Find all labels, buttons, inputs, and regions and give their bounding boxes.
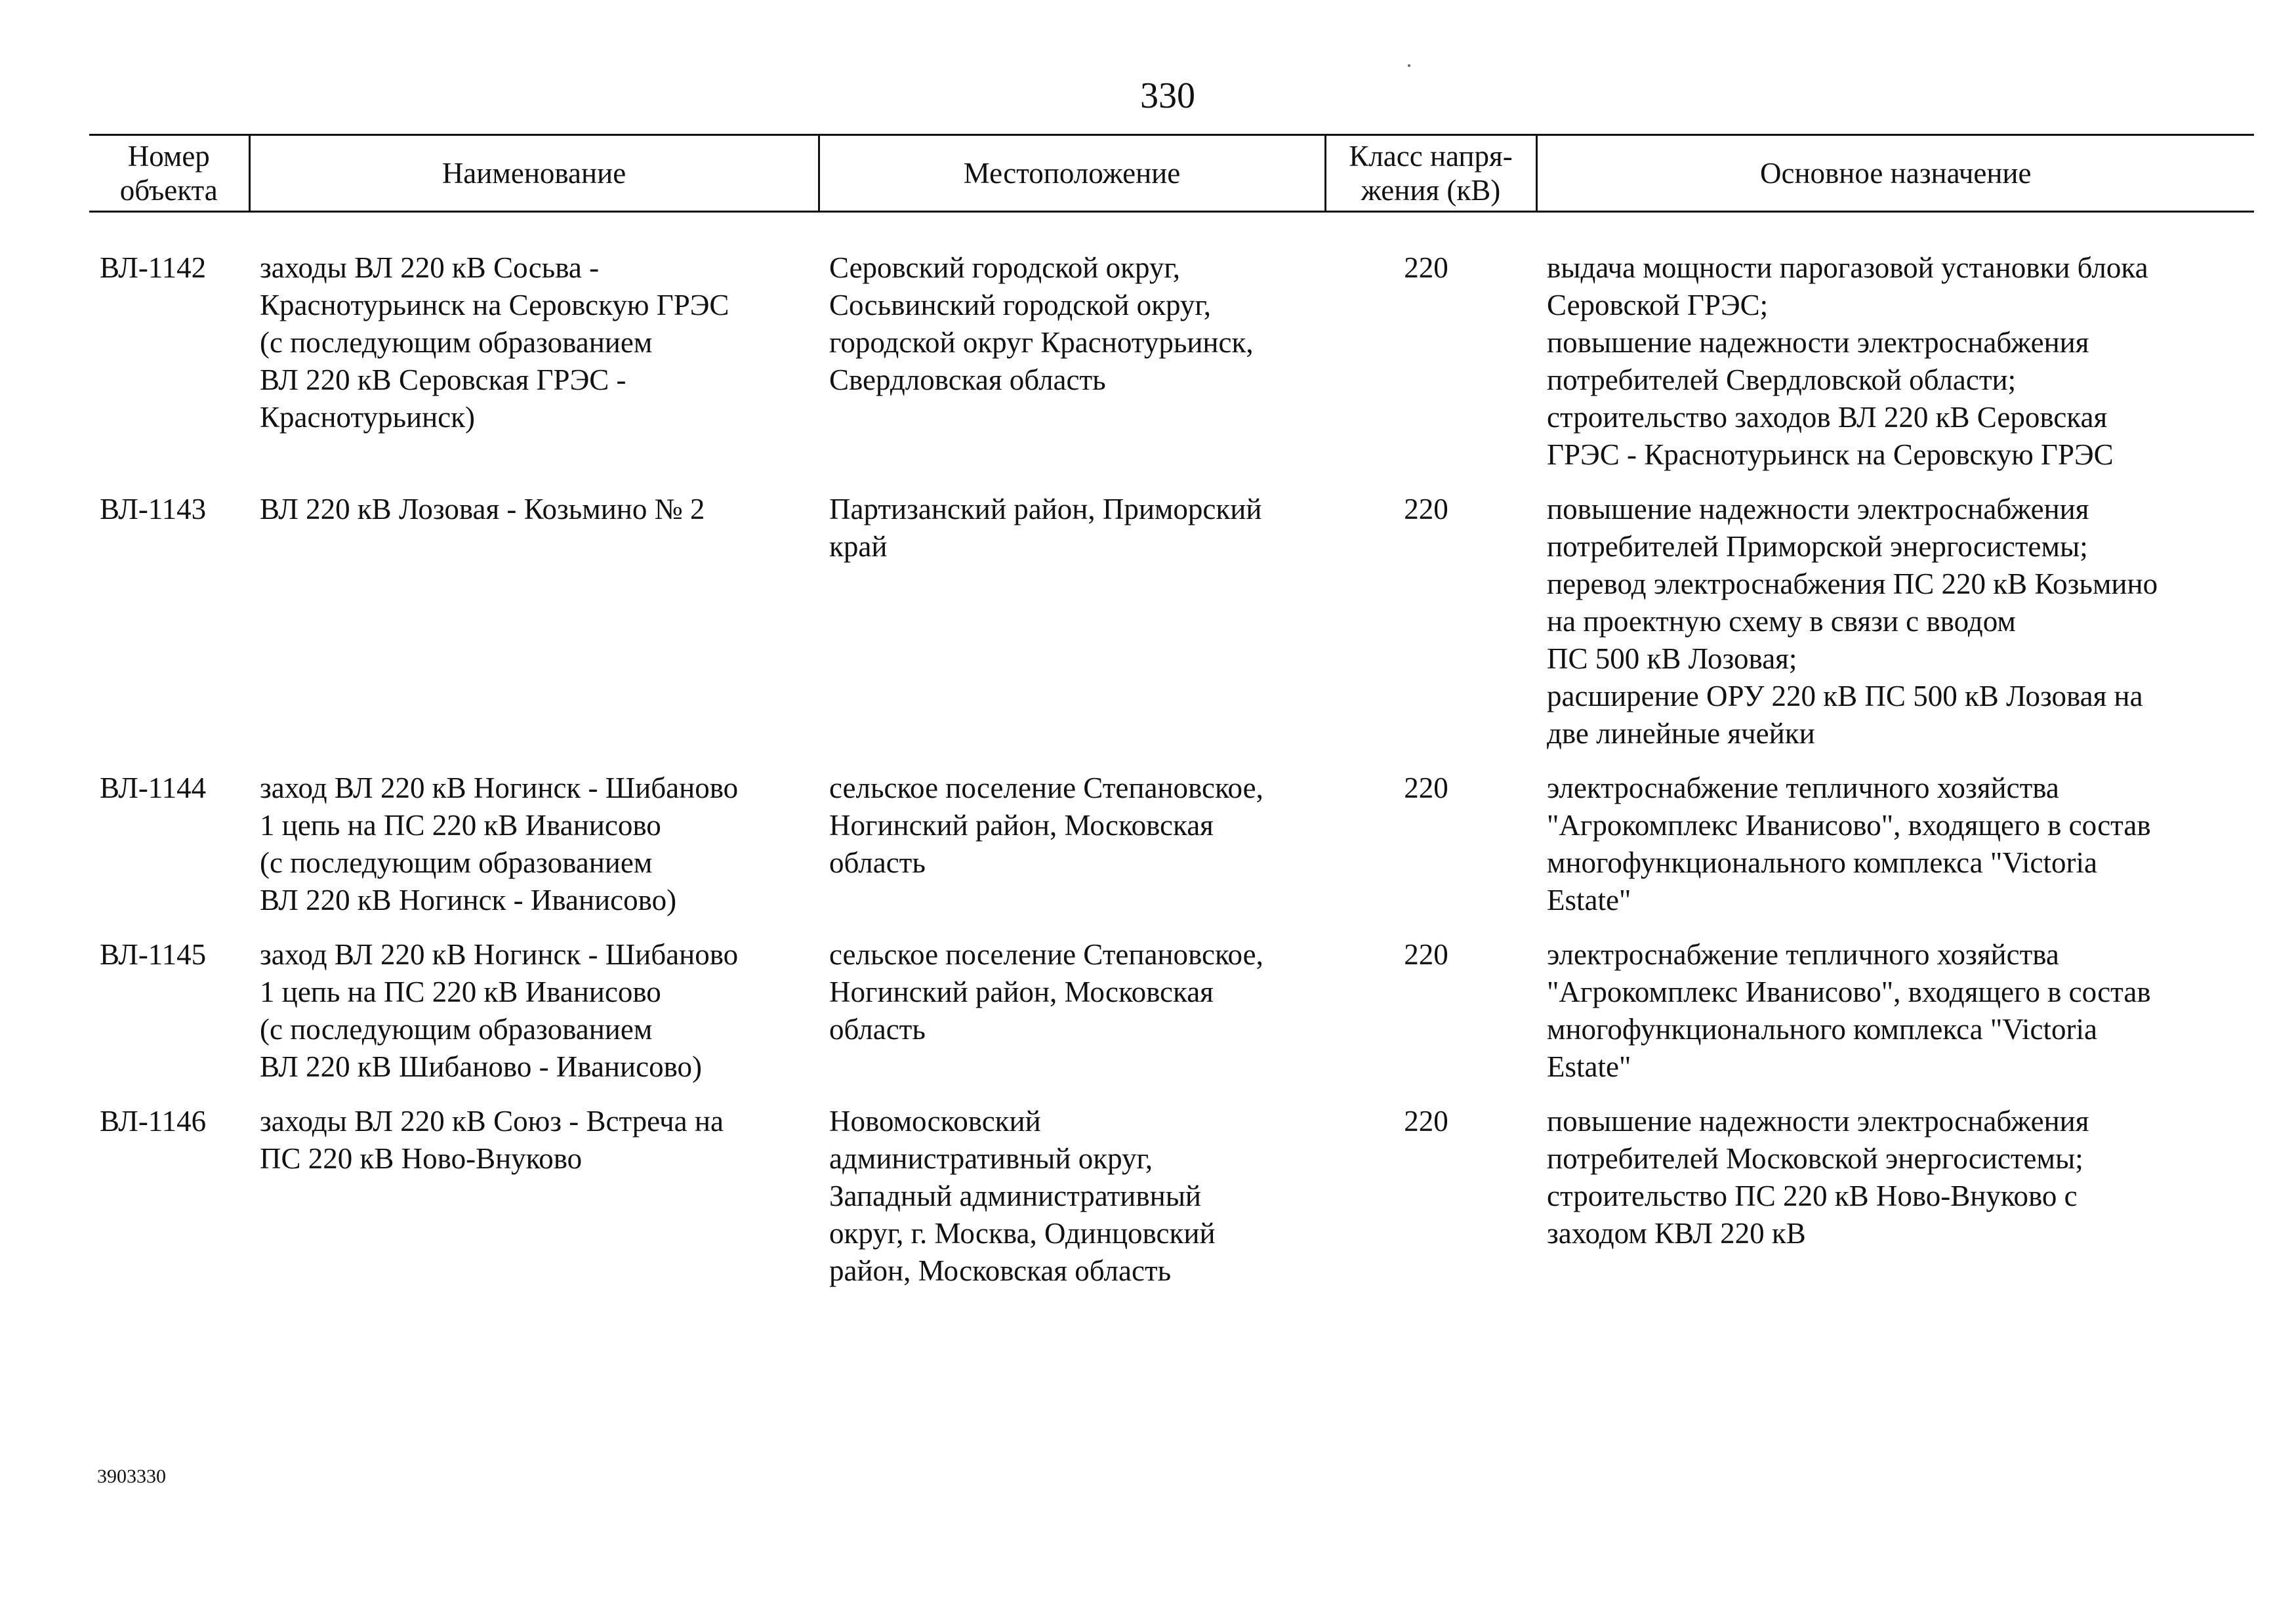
cell-name: заход ВЛ 220 кВ Ногинск - Шибаново 1 цепь на ПС 220 кВ Иванисово (с последующим образованием ВЛ 220 кВ Шибаново - Иванисово) [260,938,739,1083]
table-row [89,1103,2254,1307]
cell-voltage: 220 [1404,938,1448,971]
cell-location: Серовский городской округ, Сосьвинский городской округ, городской округ Краснотурьинск, Свердловская область [829,251,1254,396]
cell-number: ВЛ-1142 [100,251,207,284]
table-row [89,249,2254,491]
cell-name: заходы ВЛ 220 кВ Сосьва - Краснотурьинск на Серовскую ГРЭС (с последующим образованием ВЛ 220 кВ Серовская ГРЭС - Краснотурьинск) [260,251,729,434]
header-name: Наименование [249,135,819,212]
table-body [89,212,2254,1307]
cell-number: ВЛ-1143 [100,493,207,525]
cell-name: заходы ВЛ 220 кВ Союз - Встреча на ПС 220 кВ Ново-Внуково [260,1105,724,1175]
cell-voltage: 220 [1404,493,1448,525]
registry-table [89,134,2254,1307]
header-gap [89,212,2254,250]
header-number: Номер объекта [89,135,249,212]
scan-dot [1408,64,1410,67]
document-code: 3903330 [97,1466,166,1487]
table-row [89,491,2254,770]
cell-name: заход ВЛ 220 кВ Ногинск - Шибаново 1 цепь на ПС 220 кВ Иванисово (с последующим образованием ВЛ 220 кВ Ногинск - Иванисово) [260,771,739,916]
header-voltage: Класс напря- жения (кВ) [1325,135,1536,212]
cell-voltage: 220 [1404,251,1448,284]
header-purpose: Основное назначение [1536,135,2254,212]
cell-purpose: электроснабжение тепличного хозяйства "Агрокомплекс Иванисово", входящего в состав многофункционального комплекса "Victoria Estate" [1547,938,2151,1083]
cell-purpose: повышение надежности электроснабжения потребителей Приморской энергосистемы; перевод электроснабжения ПС 220 кВ Козьмино на проектную схему в связи с вводом ПС 500 кВ Лозовая; расширение ОРУ 220 кВ ПС 500 кВ Лозовая на две линейные ячейки [1547,493,2158,750]
table-header [89,135,2254,212]
cell-number: ВЛ-1146 [100,1105,207,1138]
cell-number: ВЛ-1145 [100,938,207,971]
cell-location: Новомосковский административный округ, Западный административный округ, г. Москва, Одинцовский район, Московская область [829,1105,1216,1287]
cell-name: ВЛ 220 кВ Лозовая - Козьмино № 2 [260,493,705,525]
cell-purpose: электроснабжение тепличного хозяйства "Агрокомплекс Иванисово", входящего в состав многофункционального комплекса "Victoria Estate" [1547,771,2151,916]
header-location: Местоположение [819,135,1325,212]
cell-location: Партизанский район, Приморский край [829,493,1262,563]
cell-voltage: 220 [1404,771,1448,804]
cell-location: сельское поселение Степановское, Ногинский район, Московская область [829,771,1263,879]
cell-voltage: 220 [1404,1105,1448,1138]
cell-location: сельское поселение Степановское, Ногинский район, Московская область [829,938,1263,1046]
cell-number: ВЛ-1144 [100,771,207,804]
cell-purpose: выдача мощности парогазовой установки блока Серовской ГРЭС; повышение надежности электроснабжения потребителей Свердловской области; строительство заходов ВЛ 220 кВ Серовская ГРЭС - Краснотурьинск на Серовскую ГРЭС [1547,251,2148,471]
cell-purpose: повышение надежности электроснабжения потребителей Московской энергосистемы; строительство ПС 220 кВ Ново-Внуково с заходом КВЛ 220 кВ [1547,1105,2089,1250]
table-row [89,770,2254,936]
table-row [89,936,2254,1103]
page-number: 330 [1140,75,1195,116]
